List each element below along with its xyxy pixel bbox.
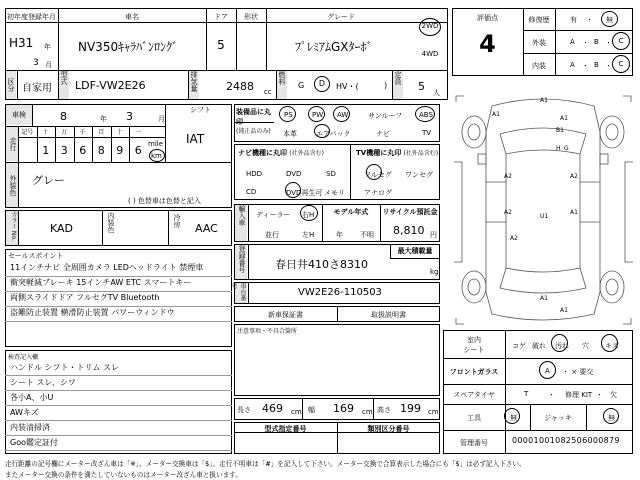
equip-ps: PS [284,111,293,119]
chassis-label: 車台番号 [230,283,246,301]
model-year-unknown: 不明 [360,231,374,239]
glass-label: フロントガラス [449,368,499,376]
equip-navi: ナビ [376,130,390,138]
equip-abs: ABS [419,111,433,119]
import-right: 右H [302,211,315,219]
equip-airbag-circle [314,124,330,138]
type-no-label: 型式指定番号 [264,425,307,433]
shape-label: 形状 [244,13,258,21]
height-label: 高さ [377,406,391,414]
int-c: C [618,60,624,68]
glass-x: ・ × 要交 [562,368,594,376]
fuel-label: 燃料 [277,71,287,99]
length-label: 長さ [237,406,251,414]
tv-oneseg: ワンセグ [405,171,433,179]
import-parallel: 並行 [265,231,279,239]
tv-fullseg-circle [366,164,382,180]
equip-airbag: エアバック [316,130,351,138]
mark-g: G [564,145,569,152]
color-no-value: KAD [50,222,74,235]
digit-header: 百 [98,129,105,136]
mileage-digit: 3 [60,144,68,157]
digit-header: 千 [79,129,86,136]
spare-kit: 修理 KIT [565,391,593,399]
fuel-close: ) [384,81,388,90]
max-load-label: 最大積載量 [397,247,433,255]
selling-point-line: 衝突軽減ブレーキ 15インチAW ETC スマートキー [10,278,192,287]
selling-point-line: 11インチナビ 全周囲カメラ LEDヘッドライト 禁煙車 [10,263,204,272]
mark-a2-bottom: A2 [510,235,518,242]
selling-points-label: セールスポイント [8,252,64,260]
digit-header: 記号 [21,129,34,136]
mark-a2-right: A2 [570,173,578,180]
spare-label: スペアタイヤ [453,391,495,399]
capacity-label: 定員 [393,71,403,99]
width-value: 169 [333,402,354,415]
score-value: 4 [479,30,496,58]
first-reg-label: 初年度登録年月 [7,13,56,21]
person-unit: 人 [433,89,440,97]
inspection-label: 車検 [6,105,32,125]
tv-label: TV機種に丸印 (社外品含む) [356,149,439,157]
navi-dvd-play-circle [285,182,301,198]
year-unit: 年 [44,43,51,51]
ext-c: C [618,37,624,45]
mark-a1-front: A1 [540,97,548,104]
displacement-value: 2488 [226,80,254,93]
repair-no: 無 [606,16,613,24]
mileage-digit: 9 [116,144,124,157]
digit-header: 十 [116,129,123,136]
fuel-d: D [318,79,326,88]
mark-u1: U1 [540,213,549,220]
equipment-label: 装備品に丸印 [236,108,271,126]
shift-label: シフト [190,106,211,114]
repair-yes: 有 [570,16,577,24]
interior-label: 内装 [532,62,546,70]
seat-hole: 穴 [582,342,589,350]
height-value: 199 [400,402,421,415]
type-label: 型式 [59,71,69,99]
cooler-label: 冷房 [173,214,181,228]
equip-leather: 本革 [283,130,297,138]
tools-circle [504,408,520,424]
navi-dvd-play: DVD再生可 [286,189,323,197]
month-unit: 月 [45,61,52,69]
first-reg-month: 3 [33,58,39,68]
ext-b: B [594,38,599,46]
equip-abs-circle [415,106,435,122]
footer-note-1: 走行距離の記号欄にメーター改ざん車は「※」、メーター交換車は「$」、走行不明車は「#」を記入して下さい。メーター交換で合算表示した場合にも「$」は必ず記入下さい。 [5,460,526,468]
equip-ps-circle [279,106,296,122]
inspection-month: 3 [126,110,133,123]
mileage-digit: 6 [134,144,142,157]
chassis-value: VW2E26-110503 [298,287,382,298]
digit-header: 十 [42,129,49,136]
inspector-label: 検査記入欄 [8,354,39,361]
seat-tear: 破れ [532,342,546,350]
navi-cd: CD [246,188,257,196]
management-label: 管理番号 [460,439,488,447]
mile-unit: mile [148,140,164,148]
navi-dvd: DVD [286,170,302,178]
shift-value: IAT [186,132,205,146]
ext-color-note: ( ) 色替車は色替と記入 [128,197,201,205]
model-code: LDF-VW2E26 [75,79,146,92]
km-circle [149,149,165,162]
mark-a1-side: A1 [560,115,568,122]
model-year-label: モデル年式 [333,208,369,216]
width-label: 幅 [308,406,315,414]
mark-a1-front-left: A1 [492,111,500,118]
glass-a: A [545,367,550,375]
equip-tv: TV [422,129,432,137]
spare-t: T [524,390,529,398]
drive-4wd: 4WD [421,50,439,58]
displacement-label: 排気量 [189,71,199,99]
interior-color-label: 内装色 [107,212,115,233]
import-left: 左H [302,231,315,239]
recycle-label: リサイクル預託金 [382,208,438,216]
tv-fullseg: フルセグ [364,171,392,179]
mileage-digit: 1 [42,144,50,157]
yen-unit: 円 [430,231,437,239]
mark-h: H [556,145,561,152]
inspector-line: AWキズ [10,408,39,417]
mark-a1-rear-left: A1 [570,209,578,216]
color-no-label: カラー No. [6,211,18,245]
mileage-label: 走行 [6,127,18,161]
fuel-g: G [298,81,305,90]
inspector-line: シート スレ、シワ [10,378,76,387]
door-count: 5 [217,38,225,52]
cooler-value: AAC [195,222,218,235]
equip-aw: AW [337,111,349,119]
navi-sd: SD [326,170,336,178]
new-car-warranty: 新車保証書 [268,311,303,319]
import-label: 輸入車 [235,205,247,241]
inspector-line: Goo鑑定証付 [10,438,58,447]
jack-value: 無 [608,414,615,422]
class-no-label: 類別区分番号 [367,425,410,433]
interior-seat-label: 室内 シート [463,336,485,354]
jack-circle [603,408,619,424]
drive-2wd: 2WD [421,22,439,30]
import-dealer: ディーラー [256,211,291,219]
int-a: A [570,61,575,69]
car-name-value: NV350ｷｬﾗﾊﾞﾝﾛﾝｸﾞ [78,40,179,54]
equip-sunroof: サンルーフ [368,112,403,120]
inspector-line: 内装清掃済 [10,423,50,432]
navi-label: ナビ機種に丸印 (社外品含む) [238,149,324,157]
ext-color-label: 外装色 [6,163,18,207]
inspection-year: 8 [60,110,67,123]
equip-pw-circle [308,106,325,122]
first-reg-year: H31 [9,36,34,50]
equip-aw-circle [333,106,350,122]
repair-label: 修復歴 [528,16,550,24]
manual: 取扱説明書 [371,311,406,319]
seat-dirt-circle [551,334,568,352]
model-year-year: 年 [336,231,343,239]
usage-label: 区分 [6,71,16,99]
mark-a2-rear: A2 [504,209,512,216]
ext-color-value: グレー [32,174,65,187]
door-label: ドア [214,13,228,21]
recycle-value: 8,810 [393,224,425,237]
ext-a: A [570,38,575,46]
inspector-line: 各小A、小U [10,393,54,402]
usage-value: 自家用 [22,83,52,94]
inspector-line: ハンドル シフト・トリム スレ [10,363,120,372]
import-right-circle [300,205,318,221]
notes-label: 注意事項・不具合箇所 [237,328,298,335]
score-label: 評価点 [477,14,498,22]
mark-a2-left: A2 [504,173,512,180]
footer-note-2: またメーター交換の条件を満たしていないものはメーター改ざん車と扱います。 [5,471,242,479]
seat-dirt: 汚れ [555,342,569,350]
registration-label: 登録番号 [235,245,247,279]
capacity-value: 5 [418,80,425,93]
seat-scratch-circle [601,334,618,352]
equipment-sublabel: (純正品のみ) [236,128,271,135]
grade-value: ﾌﾟﾚﾐｱﾑGXﾀｰﾎﾞ [295,40,373,54]
km-unit: km [151,152,162,160]
digit-header: 一 [135,129,142,136]
cc-unit: cc [264,88,272,96]
seat-burn: コゲ [512,342,526,350]
car-name-label: 車名 [125,13,139,21]
spare-none: 欠 [610,391,617,399]
mark-a1-rear: A1 [560,307,568,314]
digit-header: 万 [61,129,68,136]
length-value: 469 [262,402,283,415]
grade-label: グレード [327,13,355,21]
fuel-hv: HV・( [336,82,359,91]
seat-scratch: キズ [605,342,619,350]
navi-memory: メモリ [324,189,345,197]
registration-value: 春日井410さ8310 [275,258,368,271]
management-value: 00001001082506000879 [512,436,620,445]
jack-label: ジャッキ [544,414,572,422]
selling-point-line: 両側スライドドア フルセグTV Bluetooth [10,293,160,302]
mark-b1: B1 [556,127,564,134]
tools-value: 無 [510,414,517,422]
tools-label: 工具 [467,414,481,422]
car-damage-diagram [452,92,635,328]
exterior-label: 外装 [532,39,546,47]
mileage-digit: 6 [79,144,87,157]
tv-analog: アナログ [364,189,392,197]
navi-hdd: HDD [246,170,263,178]
kg-unit: kg [430,268,439,276]
mileage-digit: 8 [97,144,105,157]
equip-pw: PW [312,111,324,119]
int-b: B [594,61,599,69]
mark-a1-bottom: A1 [540,295,548,302]
glass-a-circle [539,361,556,379]
selling-point-line: 盗難防止装置 横滑防止装置 パワーウィンドウ [10,308,175,317]
